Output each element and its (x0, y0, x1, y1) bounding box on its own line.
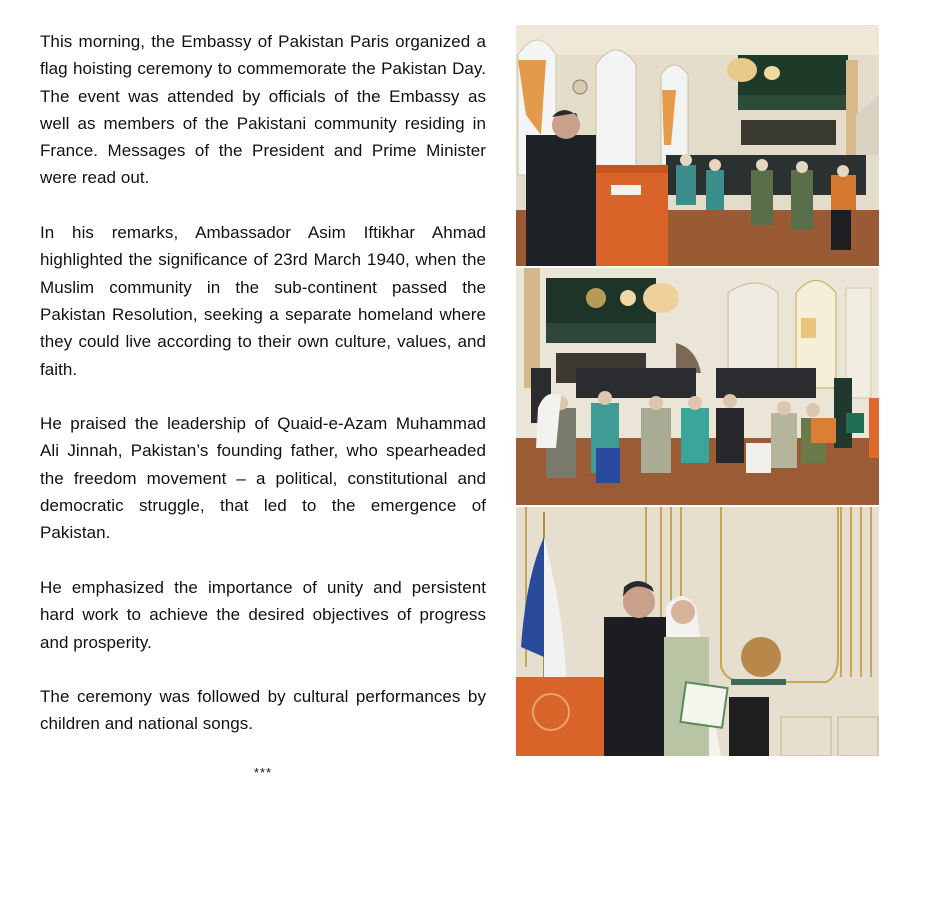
photo-audience (516, 268, 879, 505)
photo-certificate-presentation (516, 507, 879, 756)
article-text-column (40, 28, 486, 765)
paragraph-unity: He emphasized the importance of unity and persistent hard work to achieve the desired objectives of progress and prosperity. (40, 577, 486, 652)
paragraph-intro: This morning, the Embassy of Pakistan Paris organized a flag hoisting ceremony to commemorate the Pakistan Day. The event was attended by officials of the Embassy as well as members of the Pakistani community residing in France. Messages of the President and Prime Minister were read out. (40, 32, 486, 188)
paragraph-remarks: In his remarks, Ambassador Asim Iftikhar Ahmad highlighted the significance of 23rd March 1940, when the Muslim community in the sub-continent passed the Pakistan Resolution, seeking a separate homeland where they could live according to their own culture, values, and faith. (40, 223, 486, 379)
paragraph-closing: The ceremony was followed by cultural performances by children and national songs. (40, 687, 486, 734)
photo-ambassador-speech (516, 25, 879, 266)
end-marker: *** (253, 765, 273, 780)
paragraph-jinnah: He praised the leadership of Quaid-e-Azam Muhammad Ali Jinnah, Pakistan’s founding father, who spearheaded the freedom movement – a political, constitutional and democratic struggle, that led to the emergence of Pakistan. (40, 414, 486, 543)
